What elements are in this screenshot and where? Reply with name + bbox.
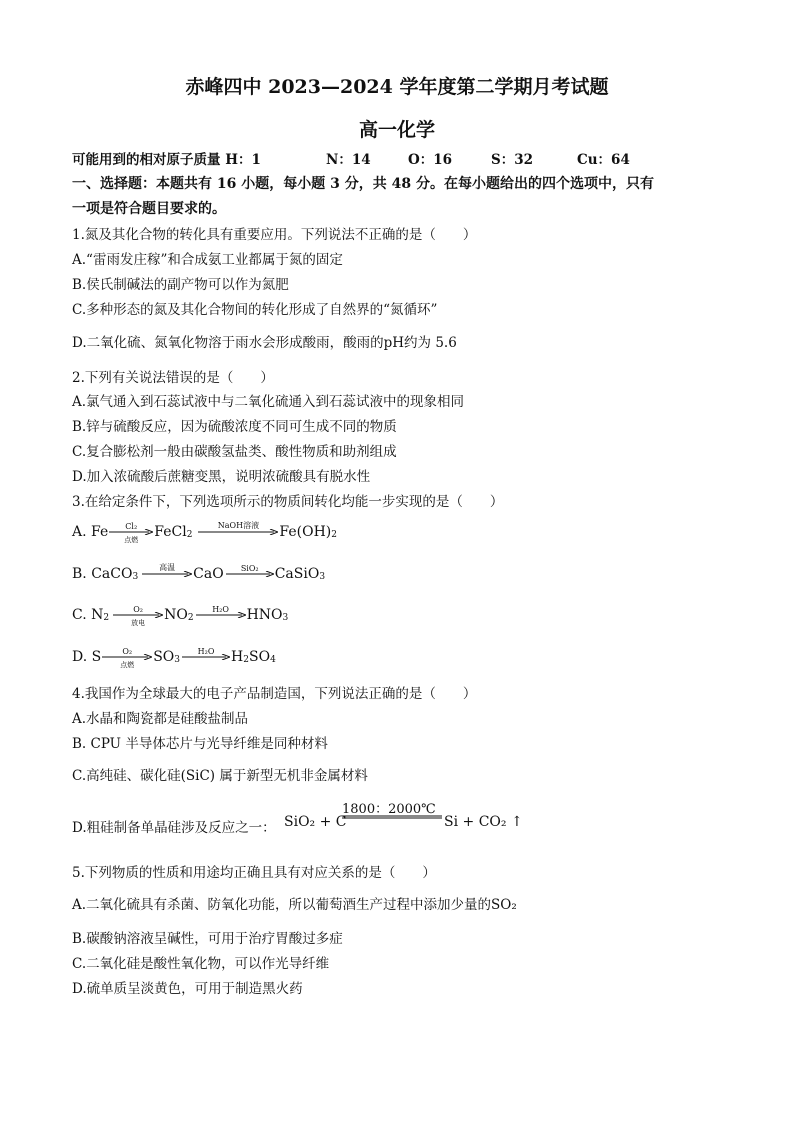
reaction-arrow-icon bbox=[113, 601, 163, 627]
q4-option-a: A.水晶和陶瓷都是硅酸盐制品 bbox=[72, 711, 249, 727]
q3b-product1: CaO bbox=[193, 566, 224, 582]
q3-option-d bbox=[72, 643, 276, 669]
q4-option-d-prefix: D.粗硅制备单晶硅涉及反应之一： bbox=[72, 820, 276, 836]
q3c-product2: HNO bbox=[246, 607, 283, 623]
q3a-cond2-top: NaOH溶液 bbox=[217, 521, 260, 530]
q3c-cond2-top: H₂O bbox=[212, 605, 229, 614]
q2-option-a: A.氯气通入到石蕊试液中与二氧化硫通入到石蕊试液中的现象相同 bbox=[72, 394, 465, 410]
atomic-mass-o: O：16 bbox=[408, 152, 453, 168]
q3d-cond2-top: H₂O bbox=[197, 647, 215, 656]
q3a-reactant: A. Fe bbox=[72, 524, 109, 540]
q2-option-b: B.锌与硫酸反应，因为硫酸浓度不同可生成不同的物质 bbox=[72, 419, 397, 435]
reaction-arrow-icon bbox=[198, 518, 278, 540]
q3c-product2-sub: 3 bbox=[282, 613, 289, 623]
q5-option-b: B.碳酸钠溶液呈碱性，可用于治疗胃酸过多症 bbox=[72, 931, 343, 947]
q3c-product1: NO bbox=[164, 607, 188, 623]
q4-equation-left: SiO₂ + C bbox=[284, 814, 347, 830]
q1-option-d: D.二氧化硫、氮氧化物溶于雨水会形成酸雨，酸雨的pH约为 5.6 bbox=[72, 335, 457, 351]
q3c-product1-sub: 2 bbox=[187, 613, 194, 623]
section-heading-line1: 一、选择题：本题共有 16 小题，每小题 3 分，共 48 分。在每小题给出的四个选项中，只有 bbox=[72, 176, 654, 192]
q3b-product2: CaSiO bbox=[274, 566, 320, 582]
reaction-arrow-icon bbox=[142, 560, 192, 582]
q4-option-b: B. CPU 半导体芯片与光导纤维是同种材料 bbox=[72, 736, 328, 752]
q1-option-b: B.侯氏制碱法的副产物可以作为氮肥 bbox=[72, 277, 289, 293]
q4-stem: 4.我国作为全球最大的电子产品制造国，下列说法正确的是（ ） bbox=[72, 686, 477, 702]
q3d-product2: SO bbox=[248, 649, 271, 665]
q3a-product1: FeCl bbox=[154, 524, 187, 540]
atomic-mass-cu: Cu：64 bbox=[577, 152, 630, 168]
q3a-product1-sub: 2 bbox=[186, 530, 193, 540]
q3d-product2-h: H bbox=[231, 649, 244, 665]
q3b-reactant: B. CaCO bbox=[72, 566, 133, 582]
q4-equation-right: Si + CO₂ ↑ bbox=[444, 814, 523, 830]
q4-option-c: C.高纯硅、碳化硅(SiC) 属于新型无机非金属材料 bbox=[72, 768, 368, 784]
q3c-reactant: C. N bbox=[72, 607, 104, 623]
atomic-mass-n: N：14 bbox=[326, 152, 371, 168]
reaction-arrow-icon bbox=[182, 643, 230, 665]
exam-title: 赤峰四中 2023—2024 学年度第二学期月考试题 bbox=[185, 76, 609, 98]
q3a-cond1-top: Cl₂ bbox=[125, 522, 138, 531]
reaction-arrow-icon bbox=[102, 643, 152, 669]
q5-option-d: D.硫单质呈淡黄色，可用于制造黑火药 bbox=[72, 981, 303, 997]
subject-title: 高一化学 bbox=[358, 119, 435, 141]
equals-line-icon bbox=[342, 815, 442, 819]
q3d-cond1-top: O₂ bbox=[122, 647, 133, 656]
q3b-cond1-top: 高温 bbox=[159, 563, 176, 572]
q3-option-c bbox=[72, 601, 289, 627]
q3d-product2-sub: 4 bbox=[270, 655, 276, 665]
q3c-reactant-sub: 2 bbox=[103, 613, 110, 623]
atomic-mass-s: S：32 bbox=[491, 152, 534, 168]
q5-option-a: A.二氧化硫具有杀菌、防氧化功能，所以葡萄酒生产过程中添加少量的SO₂ bbox=[72, 897, 517, 913]
q3d-product2-h-sub: 2 bbox=[243, 655, 249, 665]
q3d-reactant: D. S bbox=[72, 649, 102, 665]
q3-option-a bbox=[72, 518, 337, 544]
reaction-arrow-icon bbox=[226, 560, 274, 582]
q5-stem: 5.下列物质的性质和用途均正确且具有对应关系的是（ ） bbox=[72, 865, 436, 881]
q3a-product2-sub: 2 bbox=[331, 530, 337, 540]
q3d-cond1-bottom: 点燃 bbox=[120, 661, 135, 669]
section-heading-line2: 一项是符合题目要求的。 bbox=[72, 201, 226, 217]
q3-option-b bbox=[72, 560, 325, 582]
q3a-product2: Fe(OH) bbox=[279, 524, 332, 540]
q5-option-c: C.二氧化硅是酸性氧化物，可以作光导纤维 bbox=[72, 956, 330, 972]
q3-stem: 3.在给定条件下，下列选项所示的物质间转化均能一步实现的是（ ） bbox=[72, 494, 504, 510]
q3d-product1: SO bbox=[153, 649, 175, 665]
q3b-product2-sub: 3 bbox=[319, 572, 326, 582]
q3d-product1-sub: 3 bbox=[174, 655, 181, 665]
q2-option-d: D.加入浓硫酸后蔗糖变黑，说明浓硫酸具有脱水性 bbox=[72, 469, 371, 485]
q3c-cond1-top: O₂ bbox=[133, 605, 143, 614]
atomic-mass-label: 可能用到的相对原子质量 H：1 bbox=[72, 152, 261, 168]
reaction-arrow-icon bbox=[109, 518, 153, 544]
q2-option-c: C.复合膨松剂一般由碳酸氢盐类、酸性物质和助剂组成 bbox=[72, 444, 397, 460]
q1-option-a: A.“雷雨发庄稼”和合成氨工业都属于氮的固定 bbox=[72, 252, 343, 268]
q1-option-c: C.多种形态的氮及其化合物间的转化形成了自然界的“氮循环” bbox=[72, 302, 438, 318]
q2-stem: 2.下列有关说法错误的是（ ） bbox=[72, 370, 274, 386]
q3b-cond2-top: SiO₂ bbox=[240, 564, 259, 573]
q4-equation-condition: 1800：2000℃ bbox=[342, 802, 436, 817]
reaction-arrow-icon bbox=[196, 601, 246, 623]
q3c-cond1-bottom: 放电 bbox=[131, 619, 146, 627]
q3a-cond1-bottom: 点燃 bbox=[124, 536, 139, 544]
q3b-reactant-sub: 3 bbox=[132, 572, 139, 582]
q1-stem: 1.氮及其化合物的转化具有重要应用。下列说法不正确的是（ ） bbox=[72, 227, 477, 243]
